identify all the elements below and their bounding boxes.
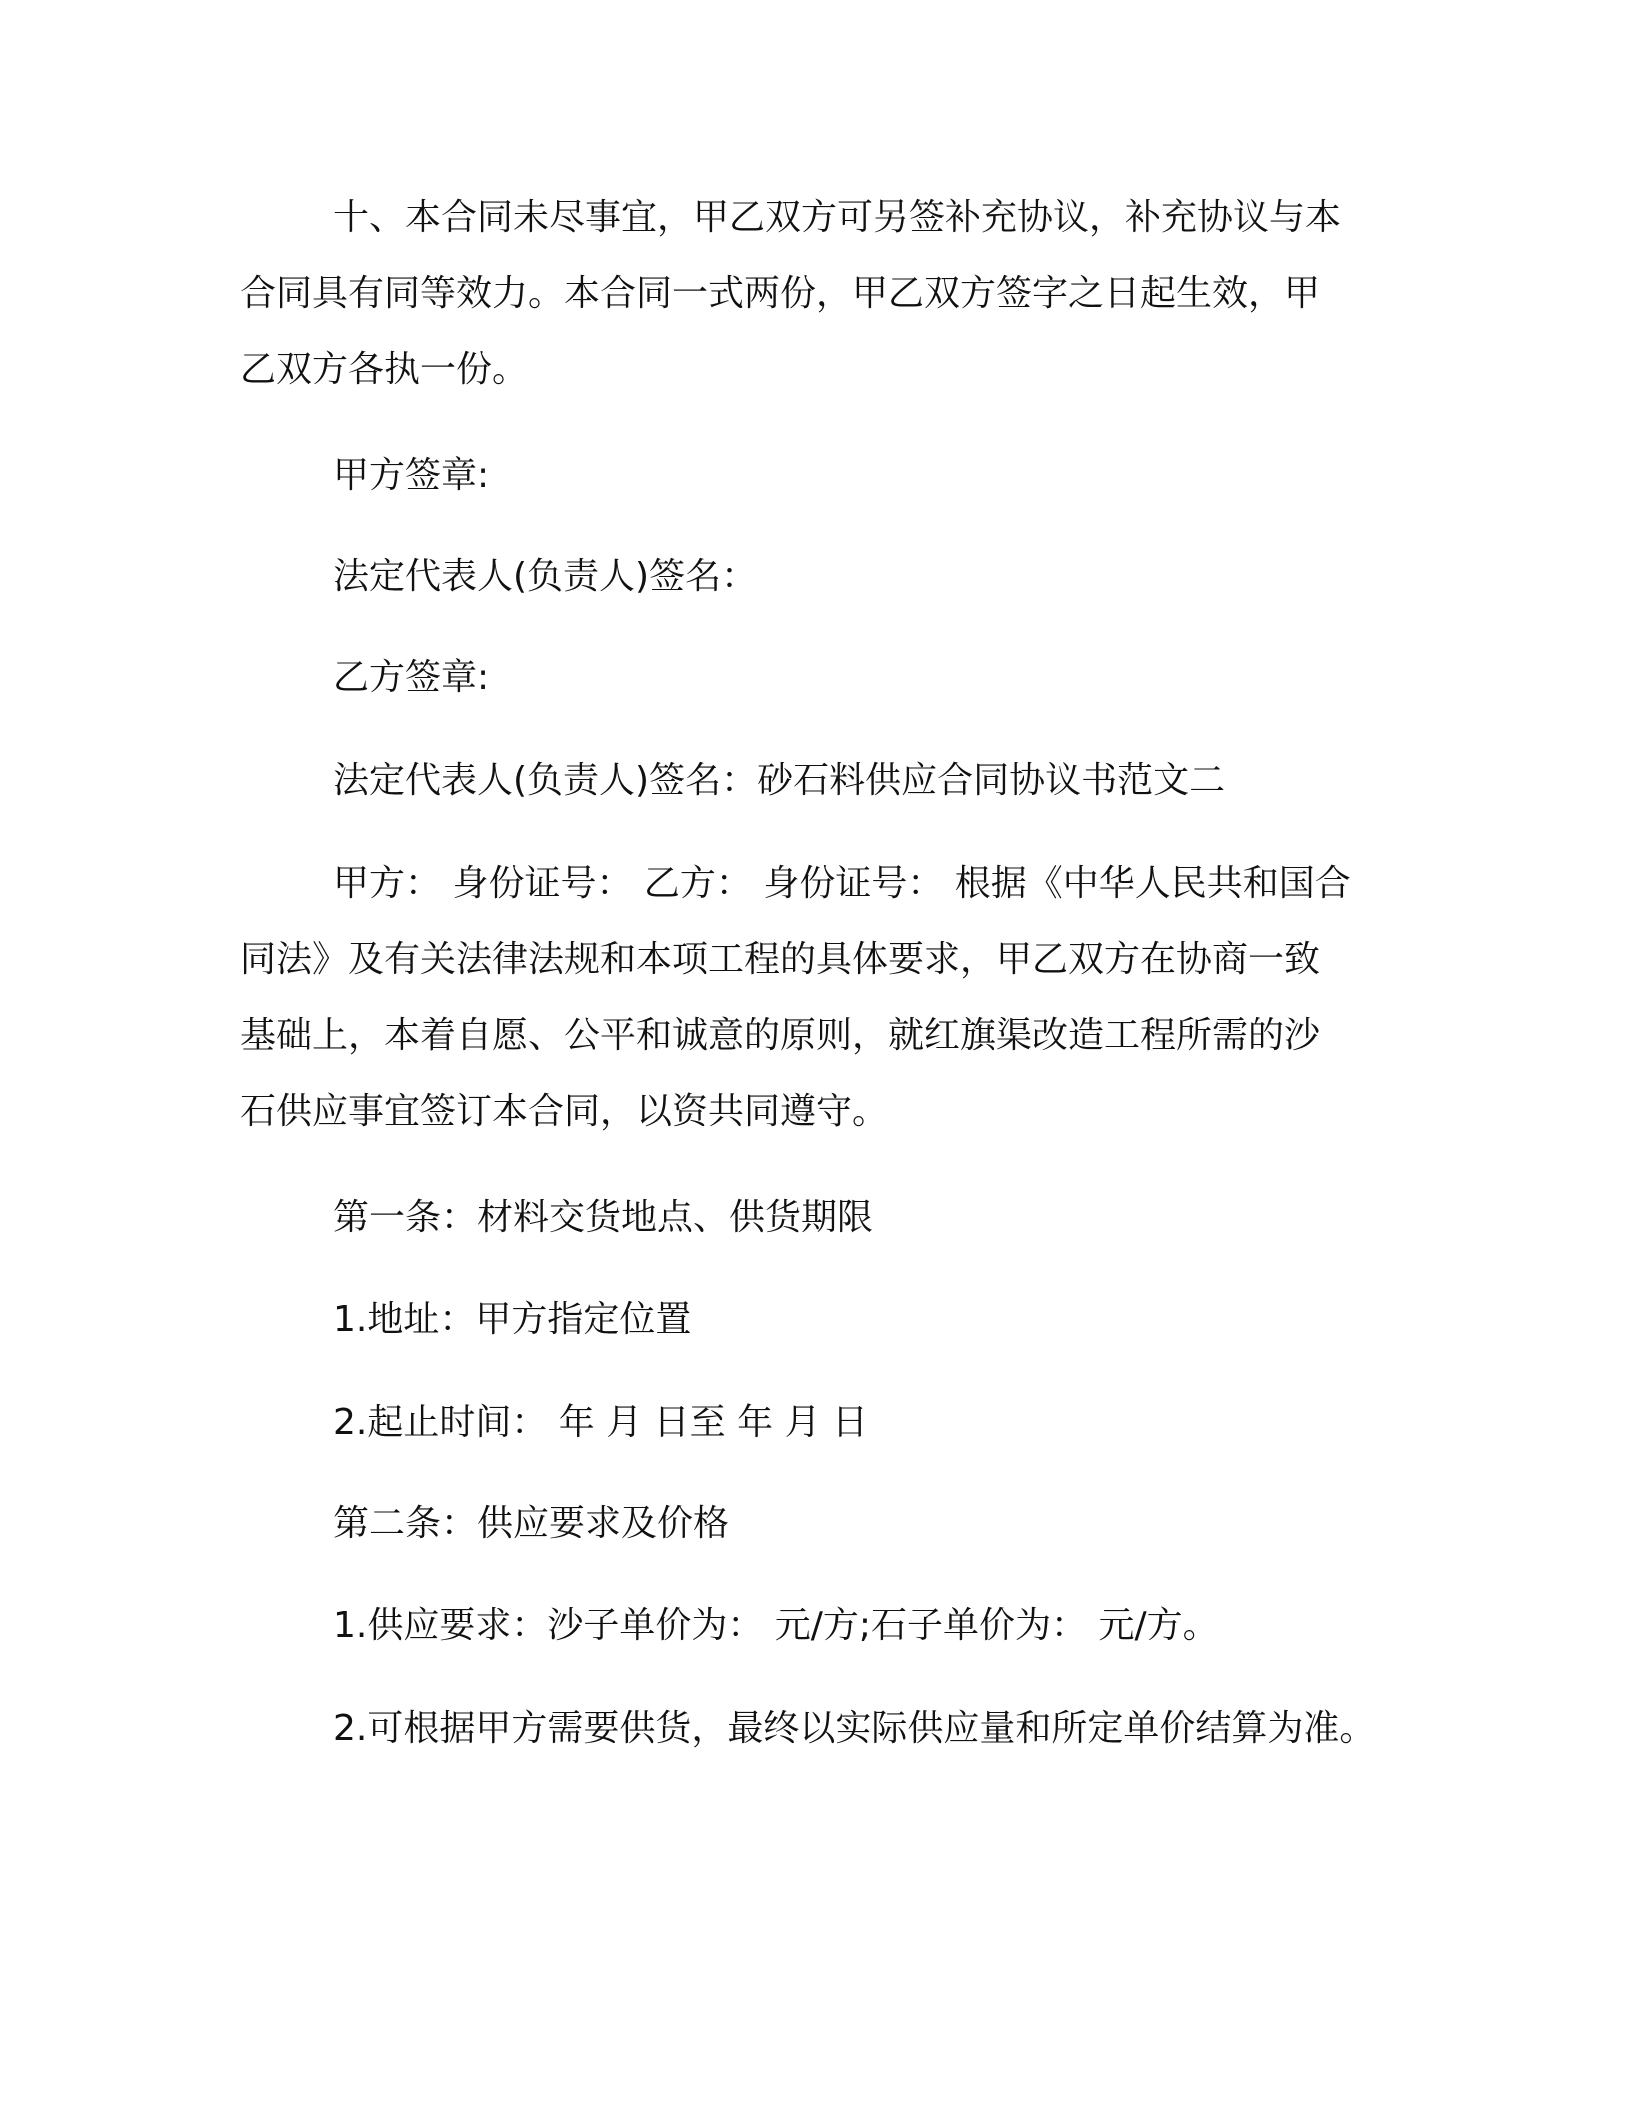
party-a-representative-signature-label: 法定代表人(负责人)签名： [333, 556, 758, 597]
preamble-line-2: 同法》及有关法律法规和本项工程的具体要求，甲乙双方在协商一致 [240, 939, 1321, 980]
party-b-seal-label: 乙方签章: [333, 657, 490, 698]
preamble-line-4: 石供应事宜签订本合同，以资共同遵守。 [240, 1091, 889, 1132]
preamble-line-1: 甲方： 身份证号： 乙方： 身份证号： 根据《中华人民共和国合 [333, 863, 1351, 904]
article-two-heading: 第二条：供应要求及价格 [333, 1503, 730, 1544]
article-one-item-address: 1.地址：甲方指定位置 [333, 1299, 692, 1340]
article-two-item-requirements: 1.供应要求：沙子单价为： 元/方;石子单价为： 元/方。 [333, 1605, 1219, 1646]
contract-clause-ten-line-2: 合同具有同等效力。本合同一式两份，甲乙双方签字之日起生效，甲 [240, 273, 1321, 314]
party-a-seal-label: 甲方签章: [333, 455, 490, 496]
preamble-line-3: 基础上，本着自愿、公平和诚意的原则，就红旗渠改造工程所需的沙 [240, 1015, 1321, 1056]
article-two-item-settlement: 2.可根据甲方需要供货，最终以实际供应量和所定单价结算为准。 [333, 1708, 1376, 1749]
article-one-heading: 第一条：材料交货地点、供货期限 [333, 1197, 874, 1238]
contract-clause-ten-line-1: 十、本合同未尽事宜，甲乙双方可另签补充协议，补充协议与本 [333, 197, 1342, 238]
party-b-representative-signature-and-title: 法定代表人(负责人)签名：砂石料供应合同协议书范文二 [333, 760, 1226, 801]
article-one-item-period: 2.起止时间： 年 月 日至 年 月 日 [333, 1402, 869, 1443]
contract-clause-ten-line-3: 乙双方各执一份。 [240, 349, 529, 390]
